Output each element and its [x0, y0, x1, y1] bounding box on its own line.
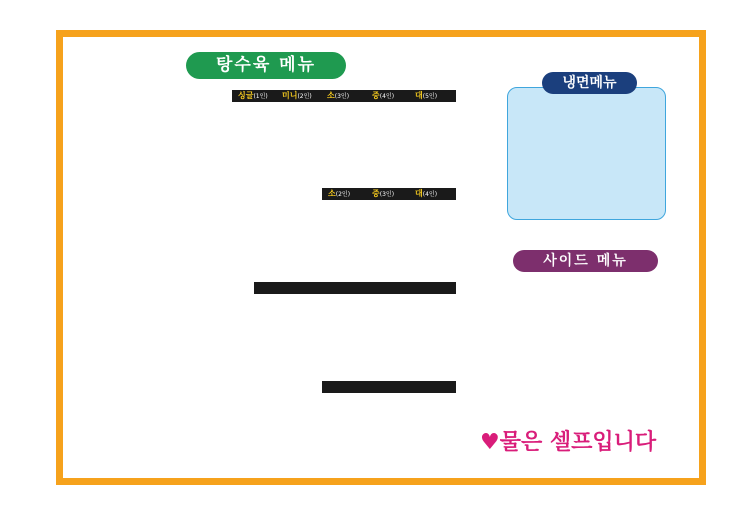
- size-name: 소: [327, 91, 335, 100]
- size-name: 중: [372, 91, 380, 100]
- size-header-label: [415, 188, 437, 201]
- serving-count: (3인): [379, 191, 395, 198]
- serving-count: (2인): [335, 191, 351, 198]
- size-name: 미니: [282, 91, 298, 100]
- size-header-group4: [322, 381, 456, 393]
- size-header-label: [327, 90, 349, 103]
- size-header-label: [415, 90, 437, 103]
- serving-count: (4인): [379, 93, 395, 100]
- size-name: 싱글: [238, 91, 254, 100]
- serving-count: (2인): [297, 93, 312, 100]
- serving-count: (5인): [422, 93, 438, 100]
- cold-noodle-panel: [507, 87, 666, 220]
- side-menu-title: 사이드 메뉴: [513, 250, 658, 272]
- size-header-label: [328, 188, 350, 201]
- size-header-label: [372, 90, 394, 103]
- size-header-label: [282, 90, 312, 103]
- size-header-label: [238, 90, 268, 103]
- size-name: 대: [415, 189, 423, 198]
- self-service-water-notice: ♥물은 셀프입니다: [480, 430, 657, 455]
- tangsuyuk-menu-title: 탕수육 메뉴: [186, 52, 346, 79]
- size-name: 대: [415, 91, 423, 100]
- serving-count: (1인): [253, 93, 268, 100]
- size-header-label: [372, 188, 394, 201]
- size-name: 중: [372, 189, 380, 198]
- serving-count: (4인): [422, 191, 438, 198]
- serving-count: (3인): [334, 93, 350, 100]
- size-name: 소: [328, 189, 336, 198]
- cold-noodle-title: 냉면메뉴: [542, 72, 637, 94]
- size-header-group3: [254, 282, 456, 294]
- size-header-group2: [322, 188, 456, 200]
- size-header-group1: [232, 90, 456, 102]
